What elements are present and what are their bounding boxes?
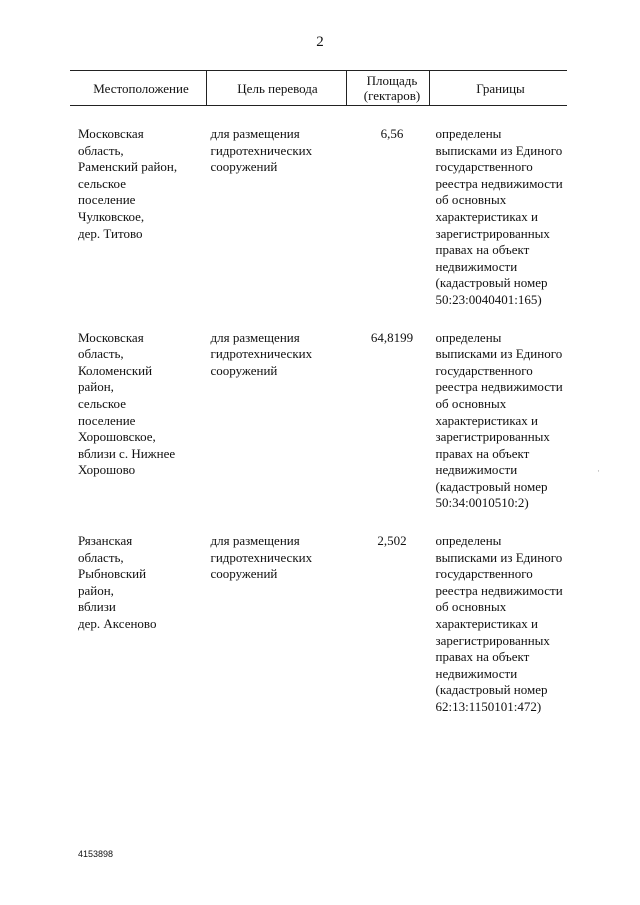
boundaries-cell-line: государственного	[435, 566, 533, 582]
boundaries-cell-line: правах на объект	[435, 649, 530, 665]
boundaries-cell-line: (кадастровый номер	[435, 478, 548, 494]
boundaries-cell-line: недвижимости	[435, 258, 518, 274]
boundaries-cell-line: выписками из Единого	[435, 346, 563, 362]
boundaries-cell	[430, 106, 568, 309]
location-cell-line: район,	[78, 379, 114, 395]
location-cell	[70, 106, 207, 309]
boundaries-cell-line: зарегистрированных	[435, 225, 550, 241]
area-value: 64,8199	[370, 329, 414, 345]
boundaries-cell-line: реестра недвижимости	[435, 175, 563, 191]
area-cell	[347, 106, 430, 309]
purpose-cell-line: гидротехнических	[210, 142, 313, 158]
location-cell-line: Рязанская	[78, 533, 133, 549]
location-cell-line: поселение	[78, 192, 136, 208]
location-cell	[70, 512, 207, 716]
boundaries-cell-line: недвижимости	[435, 665, 518, 681]
location-cell-line: сельское	[78, 395, 126, 411]
table-row	[70, 309, 567, 513]
table-row	[70, 106, 567, 309]
purpose-cell-line: гидротехнических	[210, 549, 313, 565]
purpose-cell	[207, 512, 347, 716]
boundaries-cell-line: реестра недвижимости	[435, 379, 563, 395]
location-cell	[70, 309, 207, 513]
boundaries-cell-line: определены	[435, 126, 502, 141]
location-cell-line: Московская	[78, 329, 144, 345]
boundaries-cell-line: об основных	[435, 599, 507, 615]
boundaries-cell-line: недвижимости	[435, 462, 518, 478]
boundaries-cell-line: государственного	[435, 362, 533, 378]
boundaries-cell-line: определены	[435, 533, 502, 549]
boundaries-cell-line: об основных	[435, 395, 507, 411]
boundaries-cell	[430, 309, 568, 513]
location-cell-line: Хорошовское,	[78, 429, 156, 445]
boundaries-cell-line: характеристиках и	[435, 208, 538, 224]
area-cell	[347, 512, 430, 716]
location-cell-line: поселение	[78, 412, 136, 428]
purpose-cell-line: гидротехнических	[210, 346, 313, 362]
location-cell-line: Хорошово	[78, 462, 136, 478]
header-purpose: Цель перевода	[207, 71, 347, 106]
location-cell-line: Рыбновский	[78, 566, 147, 582]
boundaries-cell-line: выписками из Единого	[435, 142, 563, 158]
location-cell-line: вблизи с. Нижнее	[78, 445, 176, 461]
table-header-row	[70, 71, 567, 106]
table-row	[70, 512, 567, 716]
boundaries-cell-line: определены	[435, 329, 502, 345]
margin-mark: ·	[597, 466, 600, 476]
boundaries-cell-line: (кадастровый номер	[435, 682, 548, 698]
location-cell-line: Раменский район,	[78, 159, 178, 175]
land-transfer-table	[70, 70, 567, 716]
purpose-cell	[207, 309, 347, 513]
location-cell-line: Коломенский	[78, 362, 153, 378]
location-cell-line: дер. Аксеново	[78, 616, 157, 632]
document-code: 4153898	[78, 849, 114, 859]
location-cell-line: область,	[78, 142, 124, 158]
location-cell-line: область,	[78, 549, 124, 565]
location-cell-line: дер. Титово	[78, 225, 143, 241]
location-cell-line: район,	[78, 582, 114, 598]
area-value: 6,56	[380, 126, 404, 141]
boundaries-cell-line: правах на объект	[435, 242, 530, 258]
header-area-line2: (гектаров)	[363, 88, 421, 103]
header-location: Местоположение	[70, 71, 207, 106]
area-value: 2,502	[377, 533, 407, 549]
purpose-cell-line: сооружений	[210, 362, 278, 378]
boundaries-cell-line: 50:34:0010510:2)	[435, 495, 529, 511]
purpose-cell-line: сооружений	[210, 566, 278, 582]
header-area	[347, 71, 430, 106]
boundaries-cell-line: правах на объект	[435, 445, 530, 461]
purpose-cell-line: для размещения	[210, 533, 300, 549]
boundaries-cell-line: об основных	[435, 192, 507, 208]
boundaries-cell-line: (кадастровый номер	[435, 275, 548, 291]
boundaries-cell-line: зарегистрированных	[435, 429, 550, 445]
purpose-cell-line: для размещения	[210, 329, 300, 345]
location-cell-line: сельское	[78, 175, 126, 191]
purpose-cell-line: сооружений	[210, 159, 278, 175]
boundaries-cell-line: 62:13:1150101:472)	[435, 699, 542, 714]
header-boundaries: Границы	[430, 71, 568, 106]
boundaries-cell	[430, 512, 568, 716]
purpose-cell	[207, 106, 347, 309]
boundaries-cell-line: характеристиках и	[435, 616, 538, 632]
purpose-cell-line: для размещения	[210, 126, 300, 141]
location-cell-line: Московская	[78, 126, 144, 141]
area-cell	[347, 309, 430, 513]
boundaries-cell-line: характеристиках и	[435, 412, 538, 428]
boundaries-cell-line: реестра недвижимости	[435, 582, 563, 598]
location-cell-line: вблизи	[78, 599, 116, 615]
boundaries-cell-line: государственного	[435, 159, 533, 175]
page-number: 2	[316, 34, 324, 50]
boundaries-cell-line: 50:23:0040401:165)	[435, 291, 542, 307]
location-cell-line: Чулковское,	[78, 208, 145, 224]
location-cell-line: область,	[78, 346, 124, 362]
boundaries-cell-line: выписками из Единого	[435, 549, 563, 565]
header-area-line1: Площадь	[366, 73, 418, 88]
boundaries-cell-line: зарегистрированных	[435, 632, 550, 648]
